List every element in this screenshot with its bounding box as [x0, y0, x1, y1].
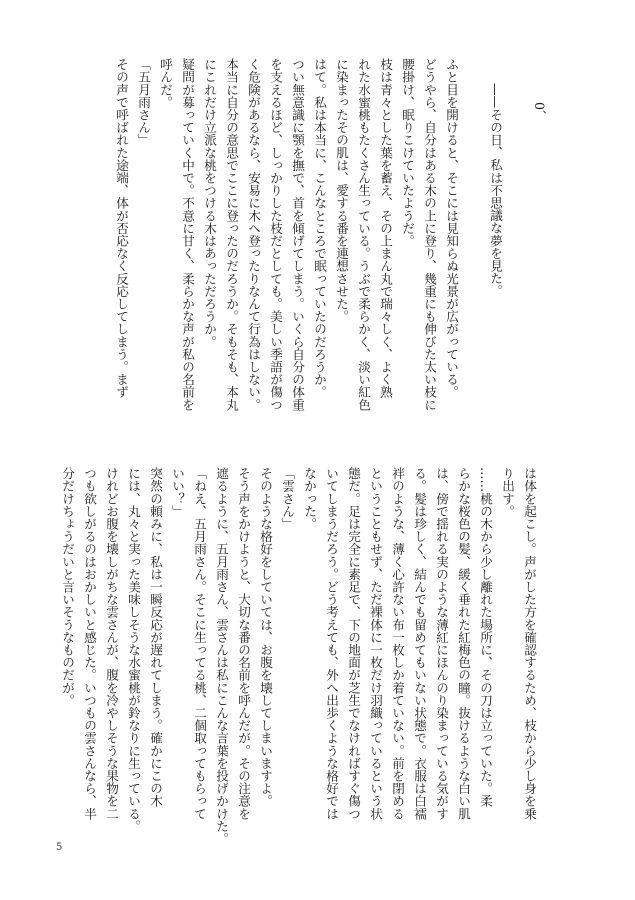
text-line: ということもせず、ただ裸体に一枚だけ羽織っているという状: [368, 467, 383, 820]
upper-text-block: [80, 58, 550, 430]
text-line: なかった。: [302, 467, 317, 530]
text-line: 遮るように、五月雨さん、雲さんは私にこんな言葉を投げかけた。: [214, 467, 229, 845]
text-line: どうやら、自分はある木の上に登り、幾重にも伸びた太い枝に: [422, 58, 437, 411]
text-line: いい？」: [170, 467, 185, 518]
text-line: 「五月雨さん」: [136, 58, 151, 147]
text-line: けれどお腹を壊しがちな雲さんが、腹を冷やしそうな果物を二: [104, 467, 119, 820]
lower-text-block: [60, 467, 540, 845]
text-line: 本当に自分の意思でここに登ったのだろうか。そもそも、本丸: [224, 58, 239, 411]
text-line: は、傍で揺れる実のような薄紅にほんのり染まっている気がす: [434, 467, 449, 820]
text-line: らかな桜色の髪、緩く垂れた紅梅色の瞳。抜けるような白い肌: [456, 467, 471, 820]
blank-line: [506, 58, 528, 430]
text-line: ……桃の木から少し離れた場所に、その刀は立っていた。柔: [478, 467, 493, 808]
text-line: を支えるほど、しっかりした枝だとしても。美しい季語が傷つ: [268, 58, 283, 411]
text-line: 「ねえ、五月雨さん。そこに生ってる桃、二個取ってもらって: [192, 467, 207, 820]
text-line: ふと目を開けると、そこには見知らぬ光景が広がっている。: [444, 58, 459, 399]
text-line: 腰掛け、眠りこけていたようだ。: [400, 58, 415, 247]
chapter-heading: ——その日、私は不思議な夢を見た。: [488, 83, 503, 298]
text-line: は体を起こし。声がした方を確認するため、枝から少し身を乗: [522, 467, 537, 820]
text-line: り出す。: [500, 467, 515, 518]
blank-line: [462, 58, 484, 430]
text-line: れた水蜜桃もたくさん生っている。うぶで柔らかく、淡い紅色: [356, 58, 371, 411]
text-line: 袢のような、薄く心許ない布一枚しか着ていない。前を閉める: [390, 467, 405, 820]
text-line: いてしまうだろう。どう考えても、外へ出歩くような格好では: [324, 467, 339, 820]
text-line: 呼んだ。: [158, 58, 173, 109]
text-line: 態だ。足は完全に素足で、下の地面が芝生でなければすぐ傷つ: [346, 467, 361, 820]
text-line: その声で呼ばれた途端、体が否応なく反応してしまう。まず: [114, 58, 129, 399]
text-line: つい無意識に顎を撫で、首を傾げてしまう。いくら自分の体重: [290, 58, 305, 411]
text-line: はて。私は本当に、こんなところで眠っていたのだろうか。: [312, 58, 327, 399]
text-line: 突然の頼みに、私は一瞬反応が遅れてしまう。確かにこの木: [148, 467, 163, 808]
text-line: 分だけちょうだいと言いそうなものだが。: [60, 467, 75, 707]
text-line: 疑問が募っていく中で。不意に甘く、柔らかな声が私の名前を: [180, 58, 195, 411]
text-line: く危険があるなら、安易に木へ登ったりなんて行為はしない。: [246, 58, 261, 411]
text-line: には、丸々と実った美味しそうな水蜜桃が鈴なりに生っている。: [126, 467, 141, 833]
text-line: る。髪は珍しく、結んでも留めてもいない状態で。衣服は白襦: [412, 467, 427, 820]
page-number: 5: [56, 842, 63, 853]
chapter-number: 0、: [532, 102, 547, 123]
text-line: にこれだけ立派な桃をつける木はあっただろうか。: [202, 58, 217, 348]
text-line: に染まったその肌は、愛する番を連想させた。: [334, 58, 349, 323]
text-line: そう声をかけようと、大切な番の名前を呼んだが。その注意を: [236, 467, 251, 820]
text-line: 枝は青々とした葉を蓄え、その上まん丸で瑞々しく、よく熟: [378, 58, 393, 399]
text-line: そのような格好をしていては、お腹を壊してしまいますよ。: [258, 467, 273, 808]
text-line: つも欲しがるのはおかしいと感じた。いつもの雲さんなら、半: [82, 467, 97, 820]
text-line: 「雲さん」: [280, 467, 295, 530]
